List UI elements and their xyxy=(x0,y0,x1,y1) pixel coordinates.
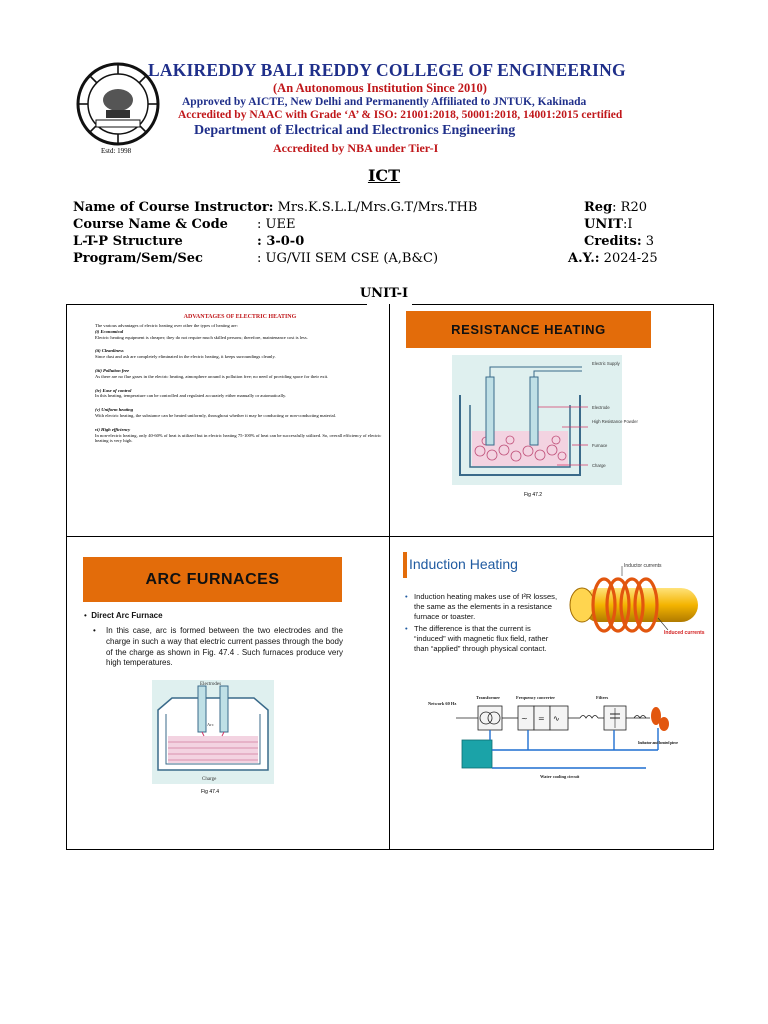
advantage-head: vi) High efficiency xyxy=(95,426,131,432)
arc-banner-text: ARC FURNACES xyxy=(145,570,280,588)
induction-title-bar xyxy=(403,552,407,578)
circuit-label: Transformer xyxy=(476,695,501,700)
tilde-symbol: ~ xyxy=(521,714,528,723)
advantage-head: (iii) Pollution free xyxy=(95,367,130,373)
arc-label: Electrodes xyxy=(200,682,222,687)
grid-bottom xyxy=(66,849,714,850)
advantage-body: In non-electric heating, only 40-60% of heat is utilized but in electric heating 75-100% of heat can be successfully utilized. So, overall efficiency of electric heating is very high. xyxy=(95,432,382,444)
advantage-body: In this heating, temperature can be controlled and regulated accurately either manually or automatically. xyxy=(95,393,287,399)
autonomous-line: (An Autonomous Institution Since 2010) xyxy=(273,81,487,95)
ltp-value: : 3-0-0 xyxy=(257,234,305,249)
circuit-label: Inductor and heated piece xyxy=(638,740,678,745)
advantages-intro: The various advantages of electric heating over other the types of heating are: xyxy=(95,323,238,328)
estd-label: Estd: 1998 xyxy=(101,147,132,155)
ltp-label: L-T-P Structure xyxy=(73,234,183,249)
advantage-item xyxy=(95,407,385,419)
circuit-label: Network 60 Hz xyxy=(428,701,457,706)
advantages-panel xyxy=(95,314,385,444)
advantage-item xyxy=(95,388,385,400)
advantage-body: As there are no flue gases in the electric heating, atmosphere around is pollution free; no need of providing space for their exit. xyxy=(95,373,329,379)
inductor-currents-label: Inductor currents xyxy=(624,563,662,569)
induction-bullets xyxy=(405,592,560,654)
nba-line: Accredited by NBA under Tier-I xyxy=(273,141,439,155)
bullet-icon: • xyxy=(405,592,408,601)
bullet-icon: • xyxy=(84,611,92,620)
resistance-banner xyxy=(406,311,651,348)
induction-bullet-1 xyxy=(405,592,560,622)
program-label: Program/Sem/Sec xyxy=(73,251,203,266)
reg-value: : R20 xyxy=(612,200,648,215)
tilde-symbol: ∿ xyxy=(553,714,560,723)
resistance-label: Charge xyxy=(592,463,606,468)
resistance-label: High Resistance Powder xyxy=(592,419,638,424)
circuit-label: Frequency converter xyxy=(516,695,556,700)
resistance-label: Electrode xyxy=(592,405,610,410)
unit-label: UNIT xyxy=(584,217,623,232)
credits-label: Credits: xyxy=(584,234,642,249)
advantage-body: Since dust and ash are completely eliminated in the electric heating, it keeps surroundings cleanly. xyxy=(95,354,276,360)
arc-bullet-2-text: In this case, arc is formed between the two electrodes and the charge in such a way that electric current passes through the body of the charge as shown in Fig. 47.4 . Such furnaces produce very high temperatures. xyxy=(106,626,343,668)
college-name: LAKIREDDY BALI REDDY COLLEGE OF ENGINEERING xyxy=(148,60,626,80)
department-line: Department of Electrical and Electronics Engineering xyxy=(194,123,516,138)
bullet-icon: • xyxy=(93,626,96,635)
approved-line: Approved by AICTE, New Delhi and Permanently Affiliated to JNTUK, Kakinada xyxy=(182,96,587,108)
reg-label: Reg xyxy=(584,200,613,215)
accredited-line: Accredited by NAAC with Grade ‘A’ & ISO: 21001:2018, 50001:2018, 14001:2015 certified xyxy=(178,109,623,121)
instructor-label: Name of Course Instructor: xyxy=(73,200,274,215)
induction-title: Induction Heating xyxy=(409,556,518,572)
document-title: ICT xyxy=(367,166,401,185)
induction-bullet-2 xyxy=(405,624,560,654)
induction-coil-illustration xyxy=(562,558,705,648)
course-name-label: Course Name & Code xyxy=(73,217,228,232)
instructor-row xyxy=(73,199,477,216)
advantages-title: ADVANTAGES OF ELECTRIC HEATING xyxy=(183,314,297,320)
induction-bullet-1-text: Induction heating makes use of I²R losses, the same as the elements in a resistance furnace or toaster. xyxy=(414,592,558,621)
arc-label: Charge xyxy=(202,777,217,782)
bullet-icon: • xyxy=(405,624,408,633)
ay-value: 2024-25 xyxy=(599,251,658,266)
circuit-label: Water cooling circuit xyxy=(540,774,580,779)
advantage-body: Electric heating equipment is cheaper; they do not require much skilled persons; therefore, maintenance cost is less. xyxy=(95,334,308,340)
grid-middle-horizontal xyxy=(66,536,714,537)
arc-bullet-2 xyxy=(93,626,343,669)
resistance-furnace-diagram xyxy=(452,355,638,485)
grid-middle-vertical xyxy=(389,304,390,850)
instructor-value: Mrs.K.S.L.L/Mrs.G.T/Mrs.THB xyxy=(273,200,478,215)
advantage-item xyxy=(95,329,385,341)
arc-bullet-1-text: Direct Arc Furnace xyxy=(91,611,163,620)
course-name-value: : UEE xyxy=(257,217,296,232)
credits-value: 3 xyxy=(641,234,655,249)
induced-currents-label: Induced currents xyxy=(664,630,705,636)
unit-row xyxy=(584,216,633,233)
resistance-label: Furnace xyxy=(592,443,608,448)
advantage-item xyxy=(95,348,385,360)
induction-circuit-diagram xyxy=(428,688,680,780)
grid-top-left xyxy=(67,304,367,305)
circuit-label: Filters xyxy=(596,695,609,700)
program-value: : UG/VII SEM CSE (A,B&C) xyxy=(257,251,439,266)
credits-row xyxy=(584,233,654,250)
resistance-caption: Fig 47.2 xyxy=(524,492,543,498)
arc-caption: Fig 47.4 xyxy=(201,789,220,795)
advantage-head: (ii) Cleanliness xyxy=(95,348,124,354)
arc-label: Arc xyxy=(207,722,214,727)
unit-value: :I xyxy=(622,217,633,232)
unit-heading: UNIT-I xyxy=(359,286,409,301)
advantage-head: (i) Economical xyxy=(95,328,124,334)
advantage-body: With electric heating, the substance can be heated uniformly, throughout whether it may be conducting or non-conducting material. xyxy=(95,412,337,418)
induction-bullet-2-text: The difference is that the current is “induced” with magnetic flux field, rather than “applied” through physical contact. xyxy=(414,624,549,653)
resistance-banner-text: RESISTANCE HEATING xyxy=(451,322,606,337)
ay-row xyxy=(568,250,658,267)
ay-label: A.Y.: xyxy=(568,251,600,266)
advantage-head: (iv) Ease of control xyxy=(95,387,132,393)
arc-furnace-diagram xyxy=(152,680,274,784)
resistance-label: Electric Supply xyxy=(592,361,620,366)
advantage-item xyxy=(95,427,385,444)
arc-bullet-1 xyxy=(84,611,163,622)
advantage-head: (v) Uniform heating xyxy=(95,407,134,413)
grid-top-right xyxy=(412,304,713,305)
advantage-item xyxy=(95,368,385,380)
grid-right xyxy=(713,304,714,850)
equals-symbol: = xyxy=(538,714,545,723)
arc-banner xyxy=(83,557,342,602)
reg-row xyxy=(584,199,647,216)
grid-left xyxy=(66,304,67,850)
